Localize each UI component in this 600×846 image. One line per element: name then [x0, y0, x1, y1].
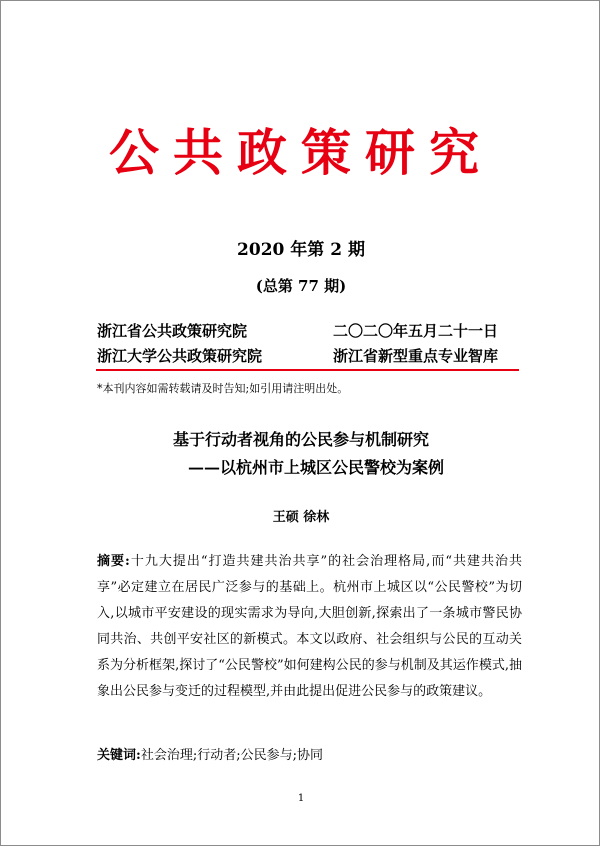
- publication-date: 二〇二〇年五月二十一日: [333, 322, 499, 340]
- publisher-org-2: 浙江大学公共政策研究院: [97, 347, 263, 365]
- keywords-label: 关键词:: [97, 748, 141, 763]
- abstract-paragraph: [97, 549, 522, 705]
- reprint-notice: *本刊内容如需转载请及时告知;如引用请注明出处。: [97, 382, 349, 395]
- article-title: 基于行动者视角的公民参与机制研究: [172, 430, 429, 449]
- total-issue-number: (总第 77 期): [255, 277, 347, 295]
- abstract-label: 摘要:: [97, 554, 130, 569]
- page-number: 1: [297, 793, 305, 804]
- article-authors: 王硕 徐林: [272, 510, 330, 525]
- keywords-text: 社会治理;行动者;公民参与;协同: [140, 748, 323, 763]
- article-subtitle: ——以杭州市上城区公民警校为案例: [187, 458, 444, 477]
- header-divider: [96, 369, 519, 371]
- keywords-paragraph: [97, 743, 522, 769]
- think-tank-label: 浙江省新型重点专业智库: [333, 347, 499, 365]
- masthead-title: 公共政策研究: [109, 123, 493, 182]
- abstract-text: 十九大提出“打造共建共治共享”的社会治理格局,而“共建共治共享”必定建立在居民广泛参与的基础上。杭州市上城区以“公民警校”为切入,以城市平安建设的现实需求为导向,大胆创新,探索出了一条城市警民协同共治、共创平安社区的新模式。本文以政府、社会组织与公民的互动关系为分析框架,探讨了“公民警校”如何建构公民的参与机制及其运作模式,抽象出公民参与变迁的过程模型,并由此提出促进公民参与的政策建议。: [97, 554, 522, 699]
- issue-number: 2020 年第 2 期: [237, 240, 365, 260]
- publisher-org-1: 浙江省公共政策研究院: [97, 322, 248, 340]
